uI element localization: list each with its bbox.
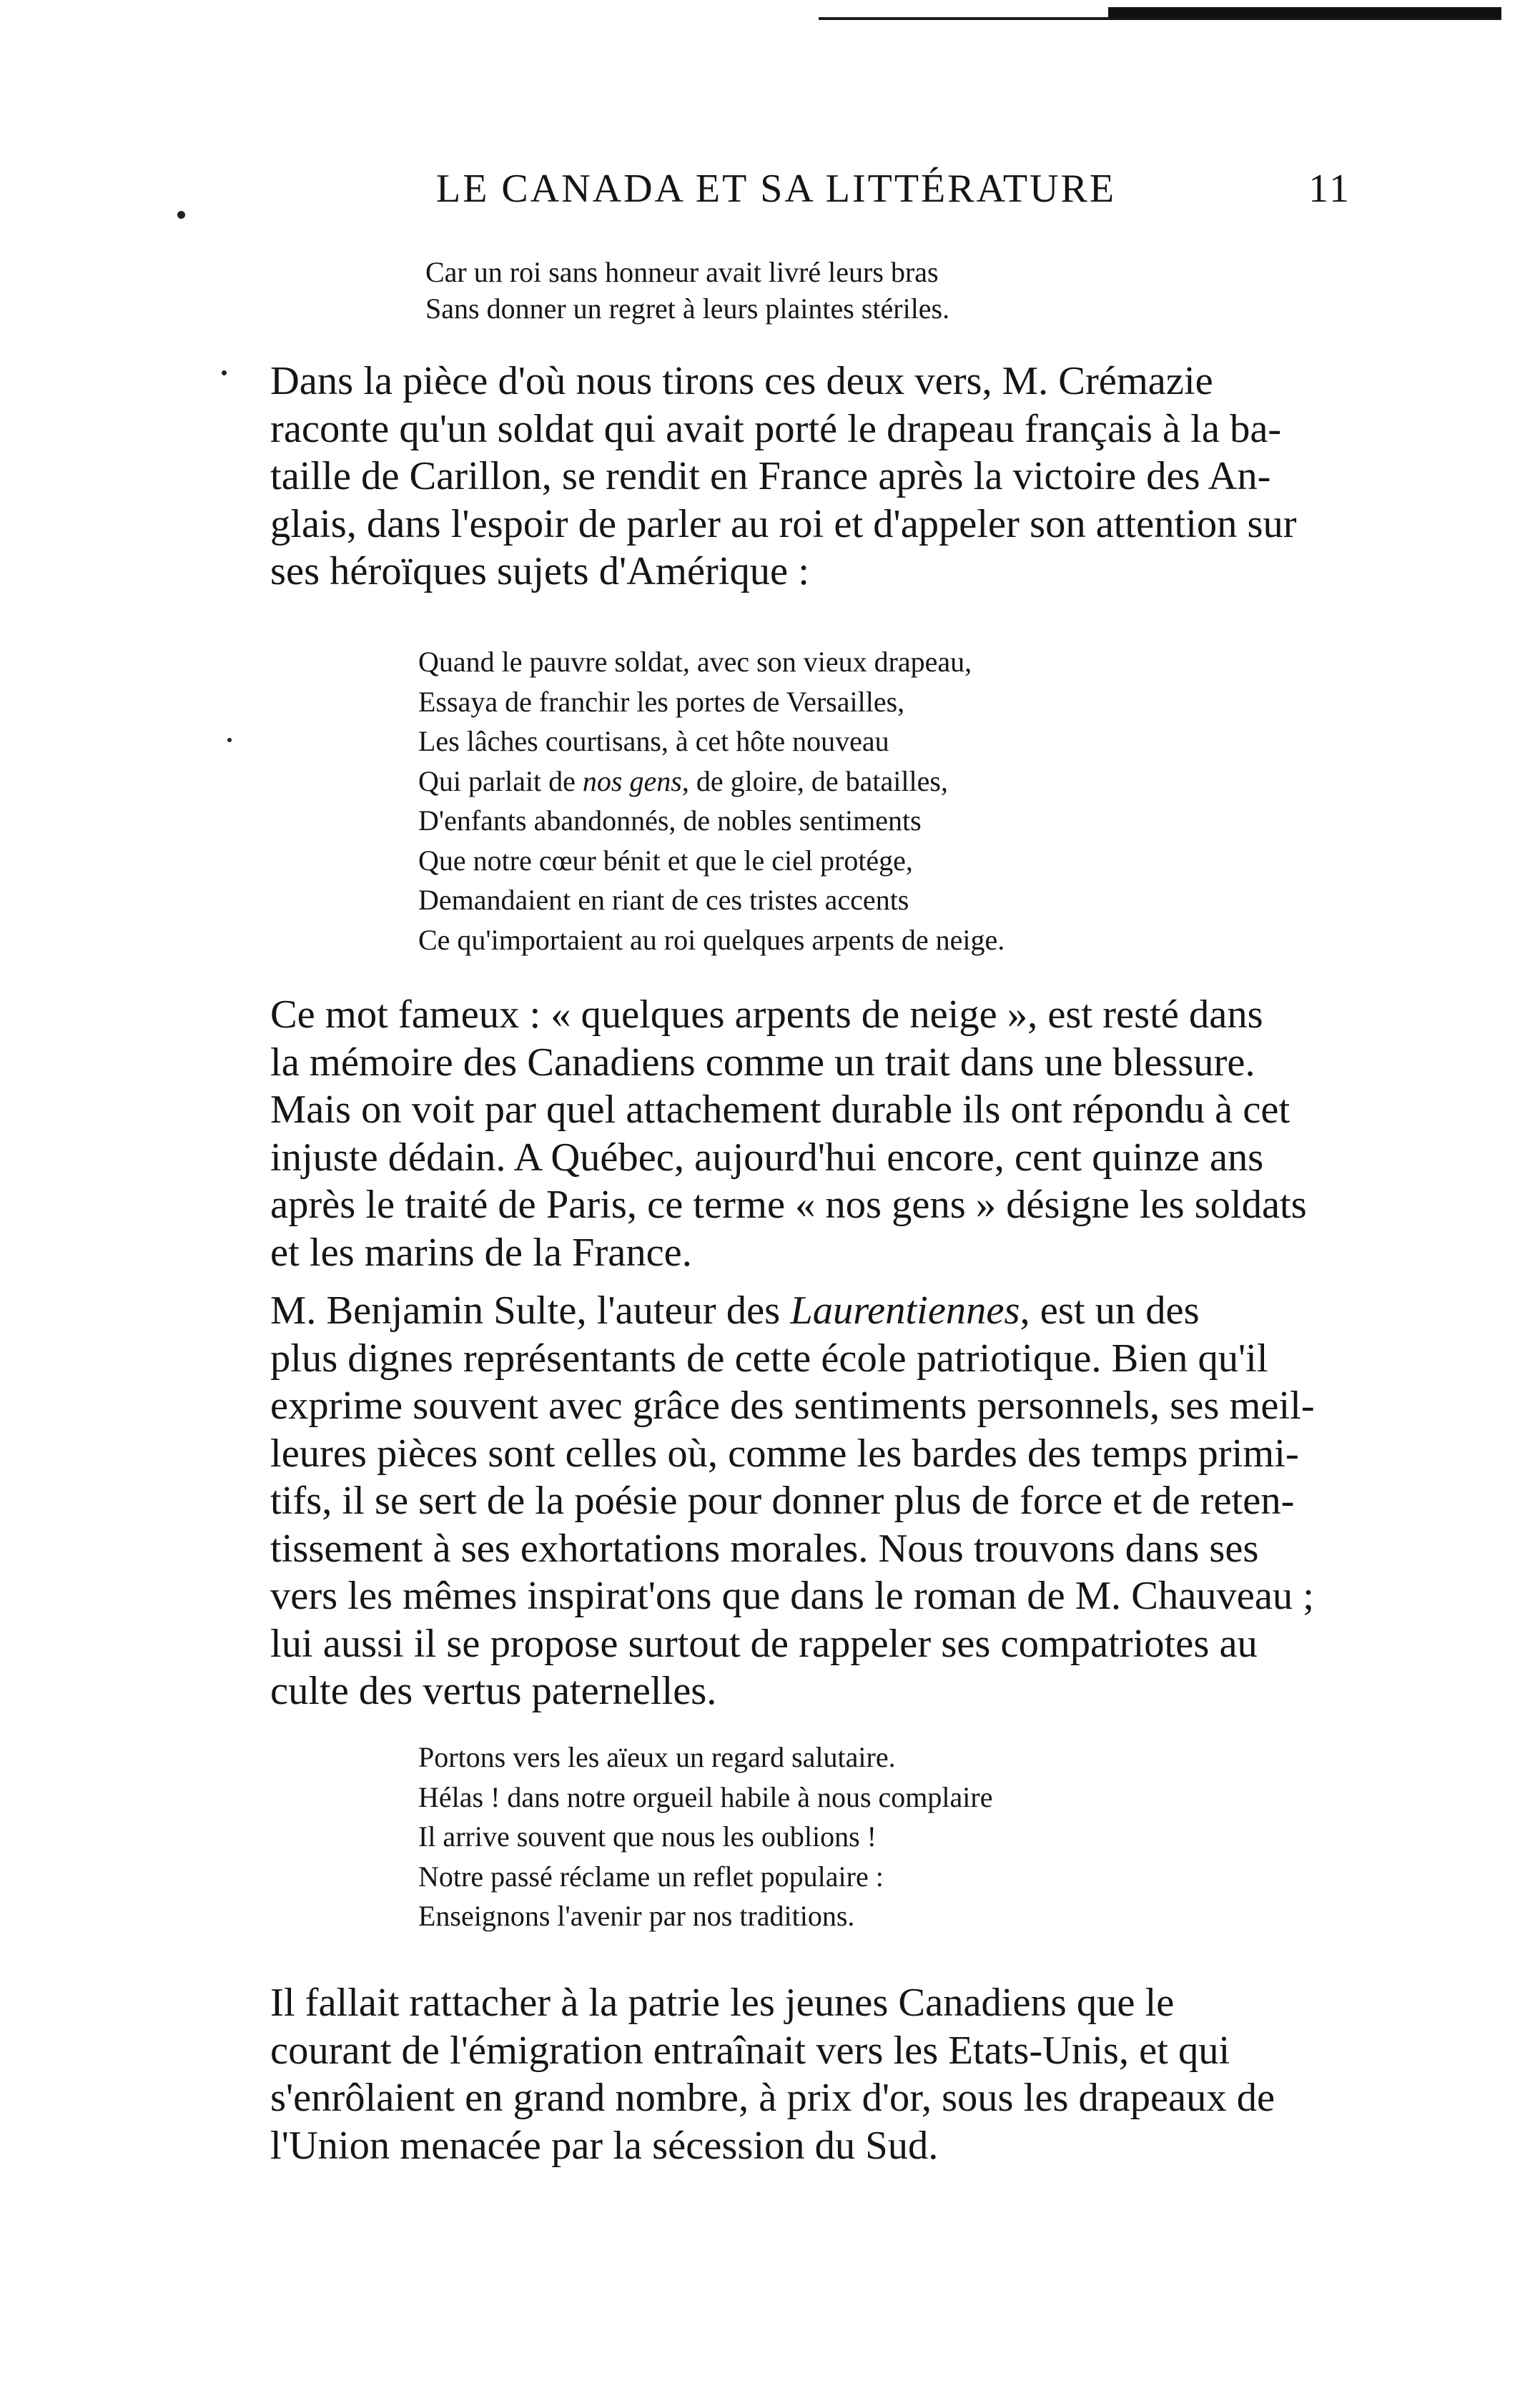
text-line: courant de l'émigration entraînait vers les Etats-Unis, et qui (270, 2028, 1230, 2073)
text-segment: , est un des (1020, 1288, 1200, 1333)
text-line: tissement à ses exhortations morales. Nous trouvons dans ses (270, 1526, 1259, 1571)
text-line: lui aussi il se propose surtout de rappeler ses compatriotes au (270, 1621, 1258, 1666)
ink-speck (222, 370, 227, 375)
italic-phrase: nos gens (582, 764, 682, 797)
text-line: Il fallait rattacher à la patrie les jeunes Canadiens que le (270, 1981, 1175, 2025)
verse-text: , de gloire, de batailles, (681, 764, 948, 797)
verse-line: Quand le pauvre soldat, avec son vieux drapeau, (418, 646, 972, 678)
ink-speck (177, 211, 185, 219)
verse-line: D'enfants abandonnés, de nobles sentiments (418, 804, 922, 837)
text-segment: M. Benjamin Sulte, l'auteur des (270, 1288, 791, 1333)
verse-line: Essaya de franchir les portes de Versailles, (418, 685, 905, 718)
verse-quote-3 (418, 1737, 992, 1936)
text-line: s'enrôlaient en grand nombre, à prix d'or, sous les drapeaux de (270, 2076, 1275, 2120)
text-line: culte des vertus paternelles. (270, 1669, 717, 1713)
text-line: Dans la pièce d'où nous tirons ces deux vers, M. Crémazie (270, 359, 1213, 403)
book-title: Laurentiennes (790, 1288, 1020, 1333)
text-line: ses héroïques sujets d'Amérique : (270, 549, 809, 593)
text-line: tifs, il se sert de la poésie pour donner plus de force et de reten- (270, 1479, 1295, 1523)
page-number: 11 (1308, 167, 1351, 211)
paragraph-4 (235, 1979, 1357, 2169)
top-border-rule-thick (1108, 7, 1501, 19)
verse-line: Portons vers les aïeux un regard salutaire. (418, 1741, 896, 1773)
page-header (436, 166, 1351, 216)
verse-line: Hélas ! dans notre orgueil habile à nous complaire (418, 1780, 993, 1813)
verse-line: Ce qu'importaient au roi quelques arpents de neige. (418, 923, 1005, 956)
verse-line: Il arrive souvent que nous les oublions ! (418, 1820, 877, 1853)
verse-quote-1 (425, 254, 949, 327)
text-line: raconte qu'un soldat qui avait porté le drapeau français à la ba- (270, 406, 1282, 451)
ink-speck (227, 738, 232, 742)
text-line: leures pièces sont celles où, comme les bardes des temps primi- (270, 1431, 1299, 1476)
text-line: l'Union menacée par la sécession du Sud. (270, 2123, 939, 2168)
verse-line: Notre passé réclame un reflet populaire : (418, 1860, 884, 1893)
text-line: plus dignes représentants de cette école patriotique. Bien qu'il (270, 1336, 1268, 1381)
paragraph-2 (235, 991, 1357, 1276)
paragraph-3 (235, 1287, 1357, 1715)
verse-line: Les lâches courtisans, à cet hôte nouveau (418, 725, 889, 757)
verse-line: Enseignons l'avenir par nos traditions. (418, 1900, 855, 1932)
verse-line: Demandaient en riant de ces tristes accents (418, 884, 909, 916)
paragraph-1 (235, 358, 1357, 596)
text-line: injuste dédain. A Québec, aujourd'hui encore, cent quinze ans (270, 1135, 1264, 1180)
text-line: glais, dans l'espoir de parler au roi et d'appeler son attention sur (270, 501, 1297, 546)
text-line (235, 1287, 1357, 1335)
text-line: et les marins de la France. (270, 1230, 692, 1275)
text-line: Mais on voit par quel attachement durable ils ont répondu à cet (270, 1088, 1290, 1132)
text-line: la mémoire des Canadiens comme un trait dans une blessure. (270, 1040, 1255, 1085)
verse-line: Car un roi sans honneur avait livré leurs bras (425, 256, 939, 288)
verse-line: Que notre cœur bénit et que le ciel protége, (418, 844, 913, 877)
verse-quote-2 (418, 642, 1005, 960)
text-line: Ce mot fameux : « quelques arpents de neige », est resté dans (270, 992, 1263, 1037)
text-line: exprime souvent avec grâce des sentiments personnels, ses meil- (270, 1384, 1315, 1428)
text-line: taille de Carillon, se rendit en France après la victoire des An- (270, 454, 1271, 498)
verse-line (418, 761, 1005, 802)
verse-line: Sans donner un regret à leurs plaintes stériles. (425, 292, 950, 325)
running-title: LE CANADA ET SA LITTÉRATURE (436, 167, 1117, 211)
text-line: après le traité de Paris, ce terme « nos gens » désigne les soldats (270, 1183, 1307, 1227)
verse-text: Qui parlait de (418, 764, 583, 797)
text-line: vers les mêmes inspirat'ons que dans le roman de M. Chauveau ; (270, 1574, 1315, 1618)
